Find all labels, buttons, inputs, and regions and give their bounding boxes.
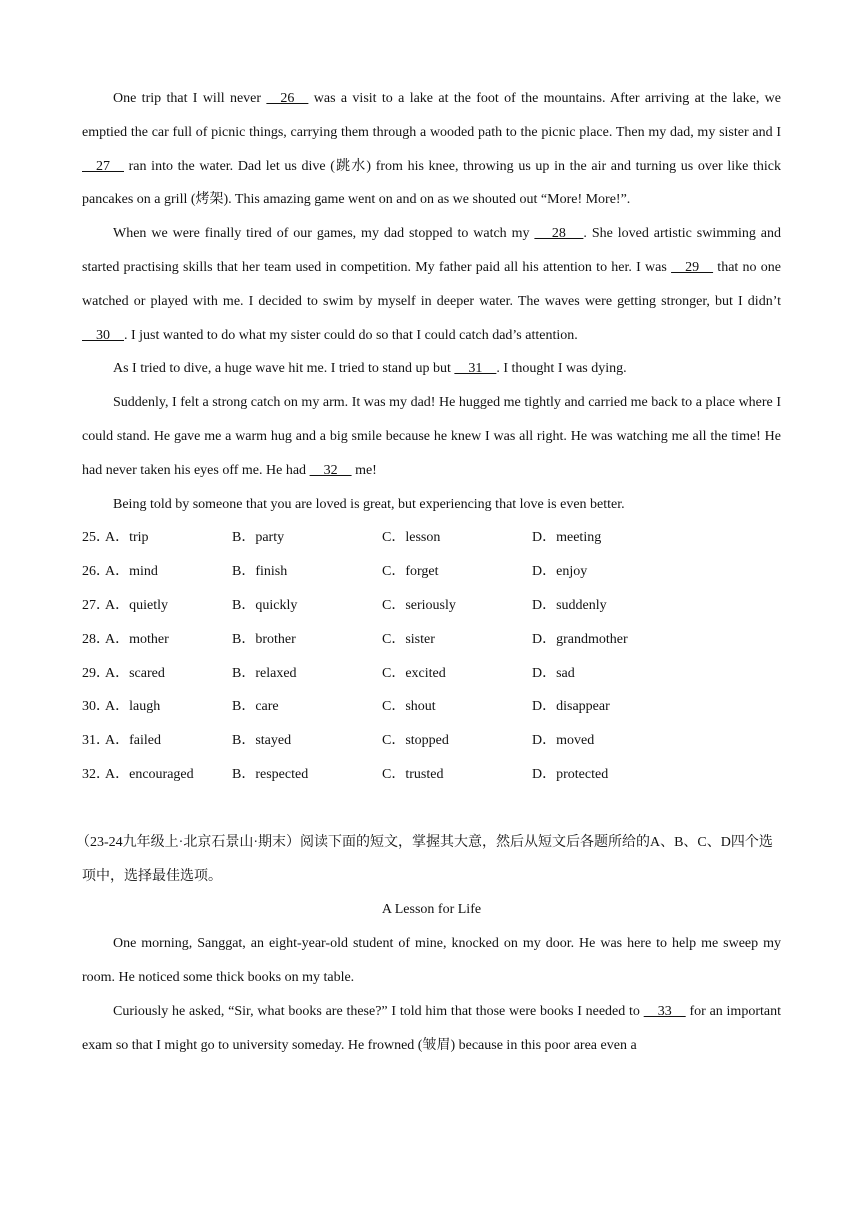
option-d: D．meeting <box>532 530 602 546</box>
blank-32: 32 <box>309 462 352 478</box>
option-d: D．disappear <box>532 699 610 715</box>
text: that no one watched or played with me. I decided to swim by myself in deeper water. The waves were getting stronger, but I didn’t <box>82 259 781 309</box>
question-options <box>82 555 781 589</box>
text: ran into the water. Dad let us dive (跳水) from his knee, throwing us up in the air and turning us over like thick pancakes on a grill (烤架). This amazing game went on and on as we shouted out “More! More!”. <box>82 158 781 208</box>
blank-26: 26 <box>266 91 309 106</box>
section-instruction: （23-24九年级上·北京石景山·期末）阅读下面的短文，掌握其大意，然后从短文后各题所给的A、B、C、D四个选项中，选择最佳选项。 <box>76 834 773 884</box>
passage-title: A Lesson for Life <box>381 902 482 918</box>
question-options <box>82 623 781 657</box>
option-a: A．scared <box>105 665 165 681</box>
question-number: 32． <box>82 766 110 782</box>
option-c: C．excited <box>382 665 446 681</box>
question-number: 25． <box>82 530 110 546</box>
text: for an important exam so that I might go to university someday. He frowned (皱眉) because in this poor area even a <box>82 1003 781 1053</box>
passage1-paragraph-2 <box>82 217 781 352</box>
option-a: A．mother <box>105 631 169 647</box>
question-number: 31． <box>82 733 110 749</box>
blank-31: 31 <box>454 361 497 377</box>
option-b: B．respected <box>232 766 309 782</box>
option-d: D．protected <box>532 766 609 782</box>
option-b: B．finish <box>232 564 288 580</box>
text: One trip that I will never <box>113 91 267 106</box>
passage1-paragraph-1 <box>82 82 781 217</box>
text: As I tried to dive, a huge wave hit me. I tried to stand up but <box>113 361 455 377</box>
text: was a visit to a lake at the foot of the mountains. After arriving at the lake, we emptied the car full of picnic things, carrying them through a wooded path to the picnic place. Then my dad, my sister and I <box>82 91 781 140</box>
option-a: A．trip <box>105 530 149 546</box>
question-number: 28． <box>82 631 110 647</box>
option-b: B．party <box>232 530 285 546</box>
option-c: C．seriously <box>382 597 456 613</box>
blank-30: 30 <box>82 327 124 343</box>
option-c: C．shout <box>382 699 436 715</box>
blank-28: 28 <box>534 226 584 242</box>
blank-29: 29 <box>671 259 714 275</box>
text: . She loved artistic swimming and started practising skills that her team used in competition. My father paid all his attention to her. I was <box>82 226 782 275</box>
option-c: C．sister <box>382 631 435 647</box>
text: . I thought I was dying. <box>496 361 627 377</box>
question-options <box>82 521 781 555</box>
passage1-paragraph-3 <box>82 352 781 386</box>
passage2-paragraph-2 <box>82 995 781 1063</box>
text: Curiously he asked, “Sir, what books are these?” I told him that those were books I needed to <box>113 1003 644 1019</box>
options-list <box>82 521 781 791</box>
option-a: A．quietly <box>105 597 168 613</box>
option-d: D．suddenly <box>532 597 607 613</box>
question-number: 29． <box>82 665 110 681</box>
question-options <box>82 724 781 758</box>
option-d: D．enjoy <box>532 564 588 580</box>
option-b: B．stayed <box>232 733 292 749</box>
option-c: C．lesson <box>382 530 441 546</box>
option-a: A．failed <box>105 733 161 749</box>
text: Suddenly, I felt a strong catch on my arm. It was my dad! He hugged me tightly and carried me back to a place where I could stand. He gave me a warm hug and a big smile because he knew I was all right. He was watching me all the time! He had never taken his eyes off me. He had <box>82 395 781 478</box>
option-a: A．encouraged <box>105 766 194 782</box>
passage2-paragraph-1: One morning, Sanggat, an eight-year-old student of mine, knocked on my door. He was here to help me sweep my room. He noticed some thick books on my table. <box>82 936 781 985</box>
text: me! <box>351 462 377 478</box>
question-options <box>82 657 781 691</box>
text: . I just wanted to do what my sister could do so that I could catch dad’s attention. <box>124 327 578 343</box>
passage1-paragraph-5: Being told by someone that you are loved is great, but experiencing that love is even better. <box>113 496 625 512</box>
option-b: B．relaxed <box>232 665 297 681</box>
option-a: A．mind <box>105 564 158 580</box>
option-c: C．stopped <box>382 733 449 749</box>
question-number: 26． <box>82 564 110 580</box>
option-c: C．forget <box>382 564 439 580</box>
document-page <box>76 82 782 1062</box>
question-options <box>82 589 781 623</box>
question-options <box>82 758 781 792</box>
option-b: B．care <box>232 699 279 715</box>
question-number: 30． <box>82 699 110 715</box>
question-number: 27． <box>82 597 110 613</box>
passage1-paragraph-4 <box>82 386 781 487</box>
option-a: A．laugh <box>105 699 161 715</box>
option-b: B．quickly <box>232 597 298 613</box>
blank-33: 33 <box>643 1003 686 1019</box>
blank-27: 27 <box>82 158 124 174</box>
option-c: C．trusted <box>382 766 444 782</box>
question-options <box>82 690 781 724</box>
option-d: D．sad <box>532 665 575 681</box>
option-b: B．brother <box>232 631 296 647</box>
option-d: D．moved <box>532 733 595 749</box>
option-d: D．grandmother <box>532 631 628 647</box>
text: When we were finally tired of our games, my dad stopped to watch my <box>113 226 535 242</box>
